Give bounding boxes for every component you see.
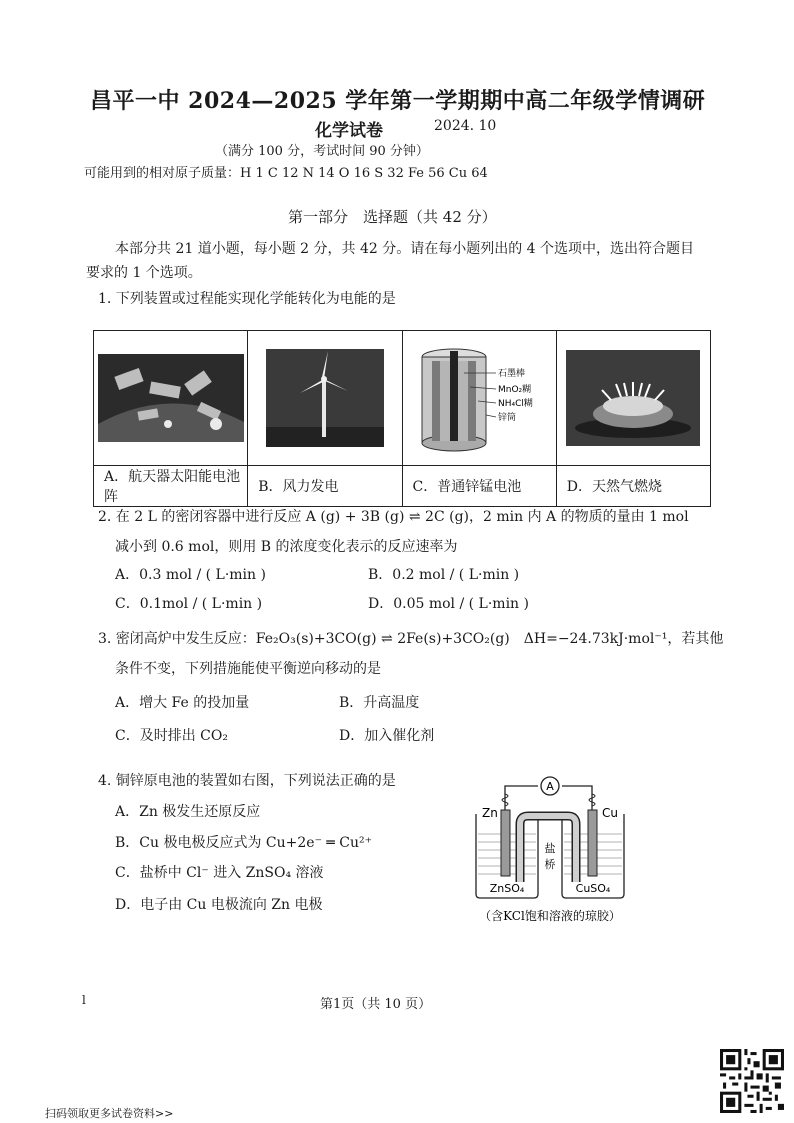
scan-prompt-link[interactable]: 扫码领取更多试卷资料>>	[45, 1107, 174, 1120]
q3-option-d: D．加入催化剂	[339, 728, 435, 744]
q3-stem-line1: 3. 密闭高炉中发生反应：Fe₂O₃(s)+3CO(g) ⇌ 2Fe(s)+3CO₂(g) ΔH=−24.73kJ·mol⁻¹，若其他	[98, 631, 724, 647]
q1-image-cell-d	[556, 331, 710, 466]
battery-label-graphite: 石墨棒	[498, 369, 526, 379]
battery-label-mno2: MnO₂糊	[498, 385, 532, 395]
q1-option-a: A．航天器太阳能电池阵	[94, 466, 248, 507]
zinc-manganese-battery-figure	[404, 343, 554, 453]
ammeter-label: A	[546, 780, 554, 793]
q2-stem-line1: 2. 在 2 L 的密闭容器中进行反应 A (g) + 3B (g) ⇌ 2C (g)，2 min 内 A 的物质的量由 1 mol	[98, 509, 689, 525]
q1-option-table	[93, 330, 711, 507]
q2-option-c: C．0.1mol / ( L·min )	[115, 596, 263, 612]
q4-option-d: D．电子由 Cu 电极流向 Zn 电极	[115, 897, 323, 913]
zn-label: Zn	[482, 806, 498, 820]
q1-stem: 1. 下列装置或过程能实现化学能转化为电能的是	[98, 291, 396, 307]
salt-bridge-label-2: 桥	[544, 858, 556, 871]
q1-image-cell-a	[94, 331, 248, 466]
q2-option-b: B．0.2 mol / ( L·min )	[368, 567, 520, 583]
q4-stem: 4. 铜锌原电池的装置如右图，下列说法正确的是	[98, 773, 396, 789]
cuso4-label: CuSO₄	[575, 882, 611, 895]
q1-option-c: C．普通锌锰电池	[402, 466, 556, 507]
q2-option-d: D．0.05 mol / ( L·min )	[368, 596, 529, 612]
salt-bridge-label-1: 盐	[544, 842, 556, 855]
q4-option-a: A．Zn 极发生还原反应	[115, 804, 261, 820]
qr-code-icon[interactable]	[720, 1049, 784, 1113]
exam-date: 2024. 10	[434, 118, 497, 134]
q1-option-d: D．天然气燃烧	[556, 466, 710, 507]
q4-option-b: B．Cu 极电极反应式为 Cu+2e⁻ ═ Cu²⁺	[115, 835, 373, 851]
galvanic-cell-diagram	[470, 772, 650, 930]
atomic-mass-line: 可能用到的相对原子质量：H 1 C 12 N 14 O 16 S 32 Fe 56 Cu 64	[84, 166, 488, 181]
exam-title: 昌平一中 2024—2025 学年第一学期期中高二年级学情调研	[90, 88, 706, 114]
q1-image-cell-c	[402, 331, 556, 466]
exam-subtitle: 化学试卷	[315, 121, 383, 141]
score-time: （满分 100 分，考试时间 90 分钟）	[215, 144, 429, 159]
q4-option-c: C．盐桥中 Cl⁻ 进入 ZnSO₄ 溶液	[115, 865, 324, 881]
q3-option-b: B．升高温度	[339, 695, 420, 711]
gas-burner-photo	[566, 350, 700, 446]
battery-label-zinc: 锌筒	[498, 413, 517, 423]
q3-option-a: A．增大 Fe 的投加量	[115, 695, 250, 711]
q1-image-cell-b	[248, 331, 402, 466]
salt-bridge-caption: （含KCl饱和溶液的琼胶）	[479, 909, 621, 923]
wind-turbine-photo	[266, 349, 384, 447]
section-title: 第一部分 选择题（共 42 分）	[288, 208, 497, 226]
section-intro-line2: 要求的 1 个选项。	[86, 265, 202, 281]
q2-stem-line2: 减小到 0.6 mol，则用 B 的浓度变化表示的反应速率为	[115, 539, 458, 555]
footer-mark: l	[82, 993, 86, 1007]
section-intro-line1: 本部分共 21 道小题，每小题 2 分，共 42 分。请在每小题列出的 4 个选项中，选出符合题目	[115, 241, 695, 257]
q3-option-c: C．及时排出 CO₂	[115, 728, 228, 744]
q3-stem-line2: 条件不变，下列措施能使平衡逆向移动的是	[115, 661, 381, 677]
battery-label-nh4cl: NH₄Cl糊	[498, 399, 534, 409]
q2-option-a: A．0.3 mol / ( L·min )	[115, 567, 266, 583]
znso4-label: ZnSO₄	[489, 882, 525, 895]
page-number: 第1页（共 10 页）	[320, 997, 432, 1012]
cu-label: Cu	[602, 806, 618, 820]
solar-array-photo	[98, 354, 244, 442]
q1-option-b: B．风力发电	[248, 466, 402, 507]
